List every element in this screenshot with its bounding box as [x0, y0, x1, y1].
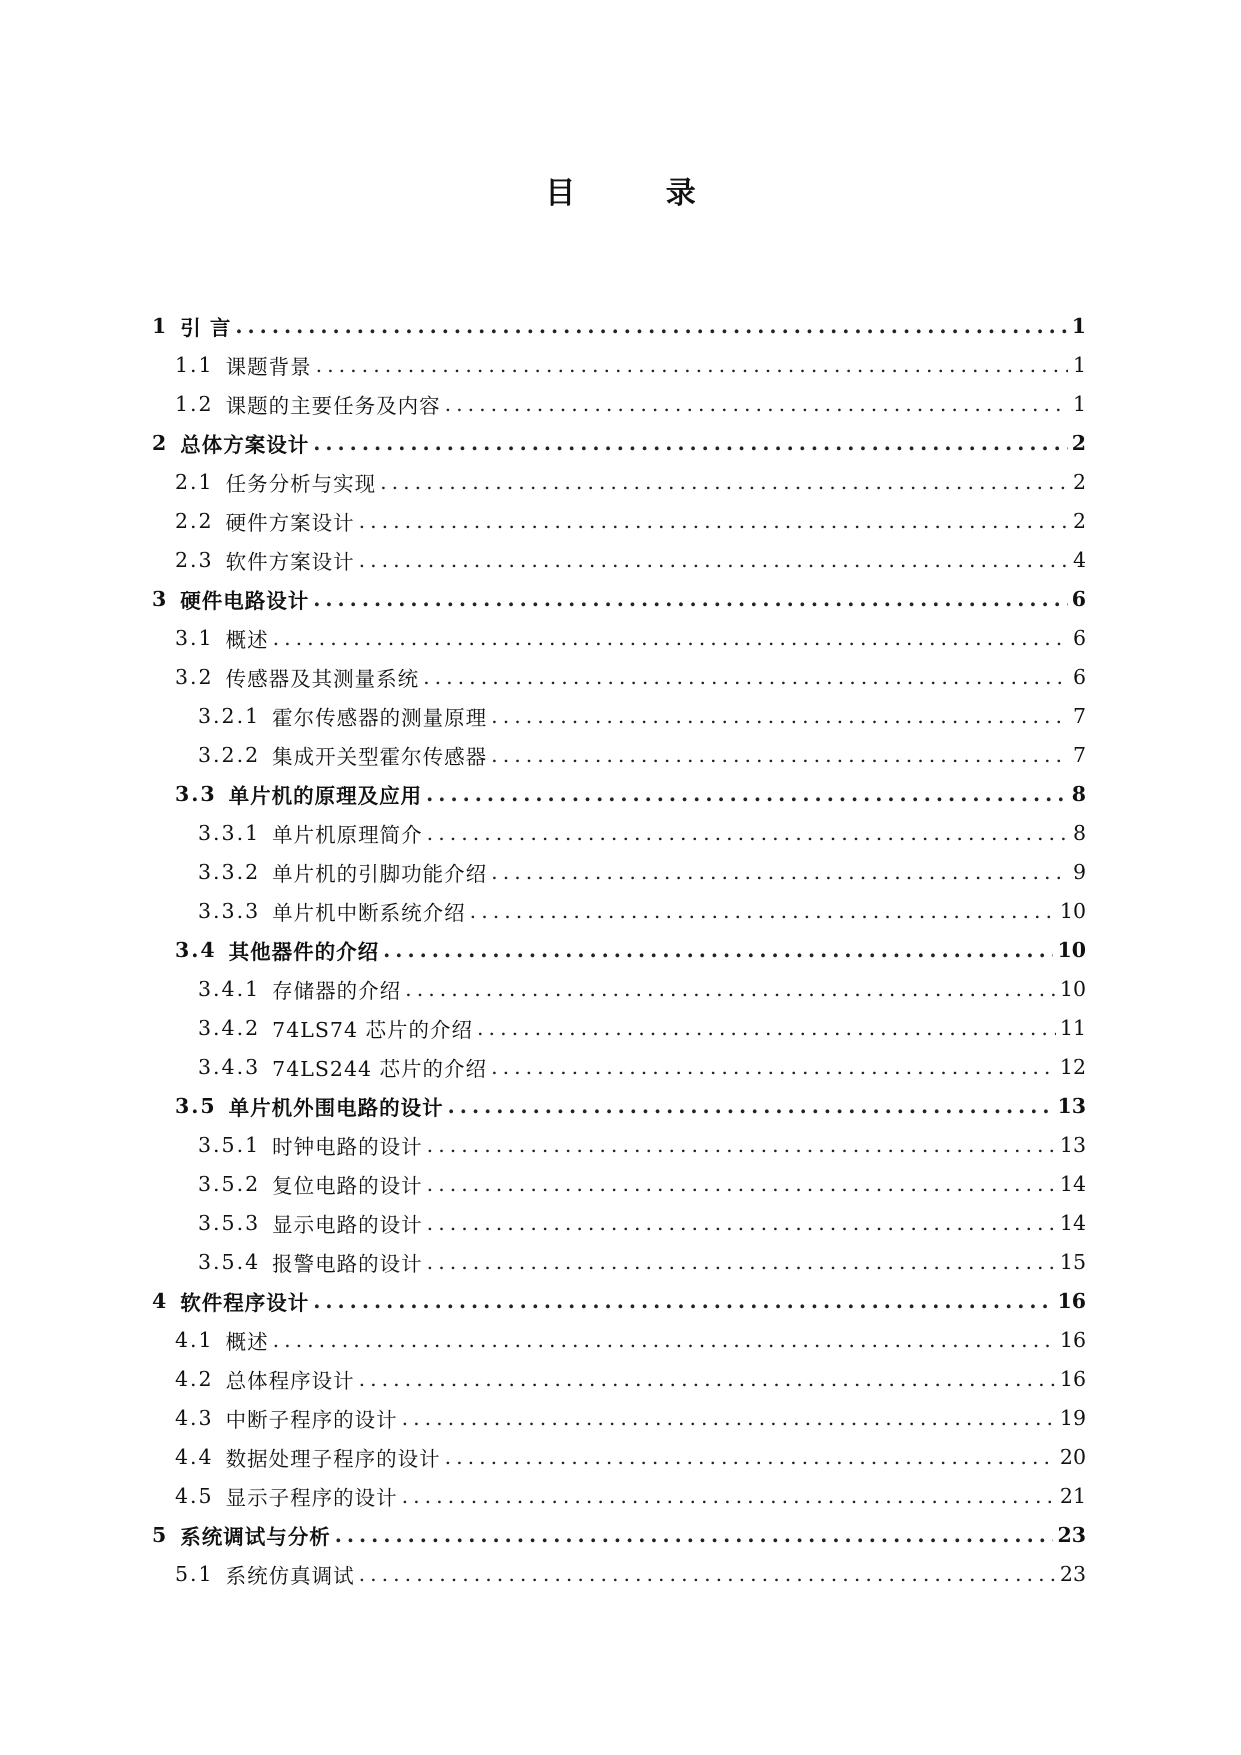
toc-entry-title: 传感器及其测量系统	[225, 666, 420, 691]
toc-entry-page-number: 10	[1057, 937, 1086, 962]
toc-entry-title: 概述	[225, 1329, 269, 1354]
toc-entry-title: 单片机原理简介	[272, 822, 423, 847]
toc-entry-page-number: 15	[1059, 1249, 1086, 1274]
toc-entry-title: 硬件电路设计	[180, 588, 310, 613]
toc-entry-number: 1.2	[175, 391, 214, 416]
toc-entry-number: 3.2.2	[198, 742, 261, 767]
toc-entry[interactable]	[152, 852, 1086, 891]
toc-entry-page-number: 9	[1072, 859, 1086, 884]
toc-entry-page-number: 12	[1059, 1054, 1086, 1079]
toc-entry[interactable]	[152, 1125, 1086, 1164]
toc-entry[interactable]	[152, 345, 1086, 384]
toc-entry[interactable]	[152, 423, 1086, 462]
toc-entry-number: 3	[152, 586, 169, 611]
toc-entry-number: 4.2	[175, 1366, 214, 1391]
dot-leader	[313, 431, 1067, 455]
toc-entry-title: 单片机外围电路的设计	[228, 1095, 444, 1120]
toc-entry-title: 数据处理子程序的设计	[225, 1446, 441, 1471]
dot-leader	[491, 1055, 1056, 1079]
toc-entry-title: 单片机中断系统介绍	[272, 900, 466, 925]
toc-entry[interactable]	[152, 813, 1086, 852]
toc-entry-page-number: 2	[1072, 469, 1086, 494]
toc-entry-number: 5.1	[175, 1561, 214, 1586]
toc-entry-title: 软件方案设计	[225, 549, 355, 574]
toc-entry-number: 4.1	[175, 1327, 214, 1352]
dot-leader	[383, 938, 1053, 962]
dot-leader	[427, 1250, 1056, 1274]
toc-entry-page-number: 13	[1057, 1093, 1086, 1118]
toc-entry[interactable]	[152, 1359, 1086, 1398]
toc-entry-number: 2.1	[175, 469, 214, 494]
dot-leader	[359, 1562, 1056, 1586]
toc-entry-page-number: 16	[1059, 1327, 1086, 1352]
dot-leader	[316, 353, 1068, 377]
toc-entry[interactable]	[152, 384, 1086, 423]
toc-entry-page-number: 2	[1071, 430, 1086, 455]
dot-leader	[448, 1094, 1054, 1118]
toc-entry-title: 集成开关型霍尔传感器	[272, 744, 488, 769]
dot-leader	[402, 1406, 1056, 1430]
toc-entry-title: 中断子程序的设计	[225, 1407, 398, 1432]
toc-entry-page-number: 8	[1071, 781, 1086, 806]
toc-entry-number: 3.3.2	[198, 859, 261, 884]
toc-entry-number: 3.3	[175, 781, 217, 806]
toc-entry-title: 单片机的引脚功能介绍	[272, 861, 488, 886]
toc-entry[interactable]	[152, 540, 1086, 579]
dot-leader	[423, 665, 1068, 689]
toc-entry-title: 系统调试与分析	[180, 1524, 331, 1549]
toc-entry-number: 3.5.2	[198, 1171, 261, 1196]
dot-leader	[359, 548, 1068, 572]
toc-entry[interactable]	[152, 930, 1086, 969]
toc-entry-page-number: 1	[1071, 313, 1086, 338]
dot-leader	[427, 1211, 1056, 1235]
toc-entry-page-number: 10	[1059, 976, 1086, 1001]
toc-entry[interactable]	[152, 696, 1086, 735]
toc-entry-number: 4.4	[175, 1444, 214, 1469]
dot-leader	[273, 626, 1068, 650]
toc-entry-title: 74LS244 芯片的介绍	[272, 1056, 488, 1081]
toc-entry-page-number: 7	[1072, 703, 1086, 728]
dot-leader	[359, 509, 1068, 533]
toc-entry-title: 复位电路的设计	[272, 1173, 423, 1198]
toc-entry-number: 3.5	[175, 1093, 217, 1118]
toc-entry-title: 概述	[225, 627, 269, 652]
toc-entry-page-number: 10	[1059, 898, 1086, 923]
toc-entry-page-number: 21	[1059, 1483, 1086, 1508]
toc-entry[interactable]	[152, 1242, 1086, 1281]
dot-leader	[427, 1133, 1056, 1157]
toc-entry-number: 3.4.1	[198, 976, 261, 1001]
dot-leader	[380, 470, 1068, 494]
dot-leader	[235, 314, 1067, 338]
toc-entry-title: 其他器件的介绍	[228, 939, 380, 964]
dot-leader	[405, 977, 1056, 1001]
toc-entry[interactable]	[152, 618, 1086, 657]
toc-entry-number: 3.5.4	[198, 1249, 261, 1274]
toc-entry-page-number: 14	[1059, 1171, 1086, 1196]
toc-entry-page-number: 11	[1059, 1015, 1086, 1040]
toc-entry-page-number: 1	[1072, 352, 1086, 377]
toc-entry-number: 1.1	[175, 352, 214, 377]
dot-leader	[445, 392, 1068, 416]
toc-entry-title: 总体方案设计	[180, 432, 310, 457]
toc-entry[interactable]	[152, 891, 1086, 930]
toc-entry[interactable]	[152, 306, 1086, 345]
toc-entry[interactable]	[152, 1203, 1086, 1242]
toc-entry-number: 3.2	[175, 664, 214, 689]
toc-entry-number: 2.3	[175, 547, 214, 572]
toc-entry-number: 1	[152, 313, 169, 338]
toc-entry[interactable]	[152, 1437, 1086, 1476]
dot-leader	[273, 1328, 1056, 1352]
toc-entry-title: 存储器的介绍	[272, 978, 402, 1003]
table-of-contents	[152, 306, 1086, 1593]
toc-entry-number: 3.3.3	[198, 898, 261, 923]
toc-entry[interactable]	[152, 579, 1086, 618]
toc-entry-page-number: 4	[1072, 547, 1086, 572]
toc-entry-title: 课题背景	[225, 354, 312, 379]
toc-entry-page-number: 23	[1057, 1522, 1086, 1547]
toc-entry-page-number: 16	[1057, 1288, 1086, 1313]
toc-entry[interactable]	[152, 501, 1086, 540]
toc-entry-title: 霍尔传感器的测量原理	[272, 705, 488, 730]
toc-entry-page-number: 23	[1059, 1561, 1086, 1586]
toc-entry[interactable]	[152, 969, 1086, 1008]
toc-entry-page-number: 2	[1072, 508, 1086, 533]
toc-entry[interactable]	[152, 1320, 1086, 1359]
toc-entry-number: 4.5	[175, 1483, 214, 1508]
toc-entry[interactable]	[152, 462, 1086, 501]
toc-entry[interactable]	[152, 657, 1086, 696]
toc-entry-title: 显示子程序的设计	[225, 1485, 398, 1510]
dot-leader	[359, 1367, 1056, 1391]
toc-entry-page-number: 13	[1059, 1132, 1086, 1157]
toc-entry-number: 3.3.1	[198, 820, 261, 845]
toc-entry[interactable]	[152, 1554, 1086, 1593]
toc-entry-number: 3.1	[175, 625, 214, 650]
toc-entry[interactable]	[152, 1164, 1086, 1203]
toc-entry-number: 3.5.1	[198, 1132, 261, 1157]
dot-leader	[427, 1172, 1056, 1196]
dot-leader	[426, 782, 1068, 806]
page-title: 目 录	[545, 176, 736, 211]
toc-entry-page-number: 6	[1072, 664, 1086, 689]
toc-entry-number: 3.5.3	[198, 1210, 261, 1235]
toc-entry-title: 时钟电路的设计	[272, 1134, 423, 1159]
dot-leader	[477, 1016, 1056, 1040]
dot-leader	[427, 821, 1068, 845]
toc-entry-number: 3.4	[175, 937, 217, 962]
toc-entry[interactable]	[152, 774, 1086, 813]
dot-leader	[445, 1445, 1056, 1469]
toc-entry-number: 3.2.1	[198, 703, 261, 728]
toc-entry[interactable]	[152, 1047, 1086, 1086]
toc-entry-page-number: 7	[1072, 742, 1086, 767]
toc-entry-title: 引 言	[180, 315, 232, 340]
toc-entry-title: 系统仿真调试	[225, 1563, 355, 1588]
toc-entry-title: 74LS74 芯片的介绍	[272, 1017, 474, 1042]
toc-entry-number: 5	[152, 1522, 169, 1547]
dot-leader	[491, 860, 1068, 884]
dot-leader	[402, 1484, 1056, 1508]
toc-entry-number: 2.2	[175, 508, 214, 533]
toc-entry-title: 报警电路的设计	[272, 1251, 423, 1276]
toc-entry[interactable]	[152, 1281, 1086, 1320]
dot-leader	[313, 1289, 1053, 1313]
toc-entry-page-number: 6	[1071, 586, 1086, 611]
toc-entry-title: 硬件方案设计	[225, 510, 355, 535]
toc-entry[interactable]	[152, 1086, 1086, 1125]
toc-entry-number: 3.4.3	[198, 1054, 261, 1079]
dot-leader	[470, 899, 1056, 923]
dot-leader	[335, 1523, 1054, 1547]
toc-entry-number: 4	[152, 1288, 169, 1313]
toc-entry[interactable]	[152, 1515, 1086, 1554]
toc-entry[interactable]	[152, 1398, 1086, 1437]
toc-entry-page-number: 8	[1072, 820, 1086, 845]
toc-entry-number: 3.4.2	[198, 1015, 261, 1040]
toc-entry-title: 总体程序设计	[225, 1368, 355, 1393]
dot-leader	[313, 587, 1067, 611]
toc-entry-title: 任务分析与实现	[225, 471, 377, 496]
toc-entry[interactable]	[152, 1008, 1086, 1047]
toc-entry-page-number: 6	[1072, 625, 1086, 650]
toc-entry[interactable]	[152, 1476, 1086, 1515]
toc-entry-page-number: 20	[1059, 1444, 1086, 1469]
toc-entry-page-number: 14	[1059, 1210, 1086, 1235]
dot-leader	[491, 704, 1068, 728]
toc-entry-number: 4.3	[175, 1405, 214, 1430]
toc-entry-page-number: 19	[1059, 1405, 1086, 1430]
toc-entry-title: 单片机的原理及应用	[228, 783, 423, 808]
toc-entry-number: 2	[152, 430, 169, 455]
toc-entry[interactable]	[152, 735, 1086, 774]
toc-entry-title: 课题的主要任务及内容	[225, 393, 441, 418]
toc-entry-title: 软件程序设计	[180, 1290, 310, 1315]
toc-entry-page-number: 16	[1059, 1366, 1086, 1391]
toc-entry-page-number: 1	[1072, 391, 1086, 416]
dot-leader	[491, 743, 1068, 767]
toc-entry-title: 显示电路的设计	[272, 1212, 423, 1237]
